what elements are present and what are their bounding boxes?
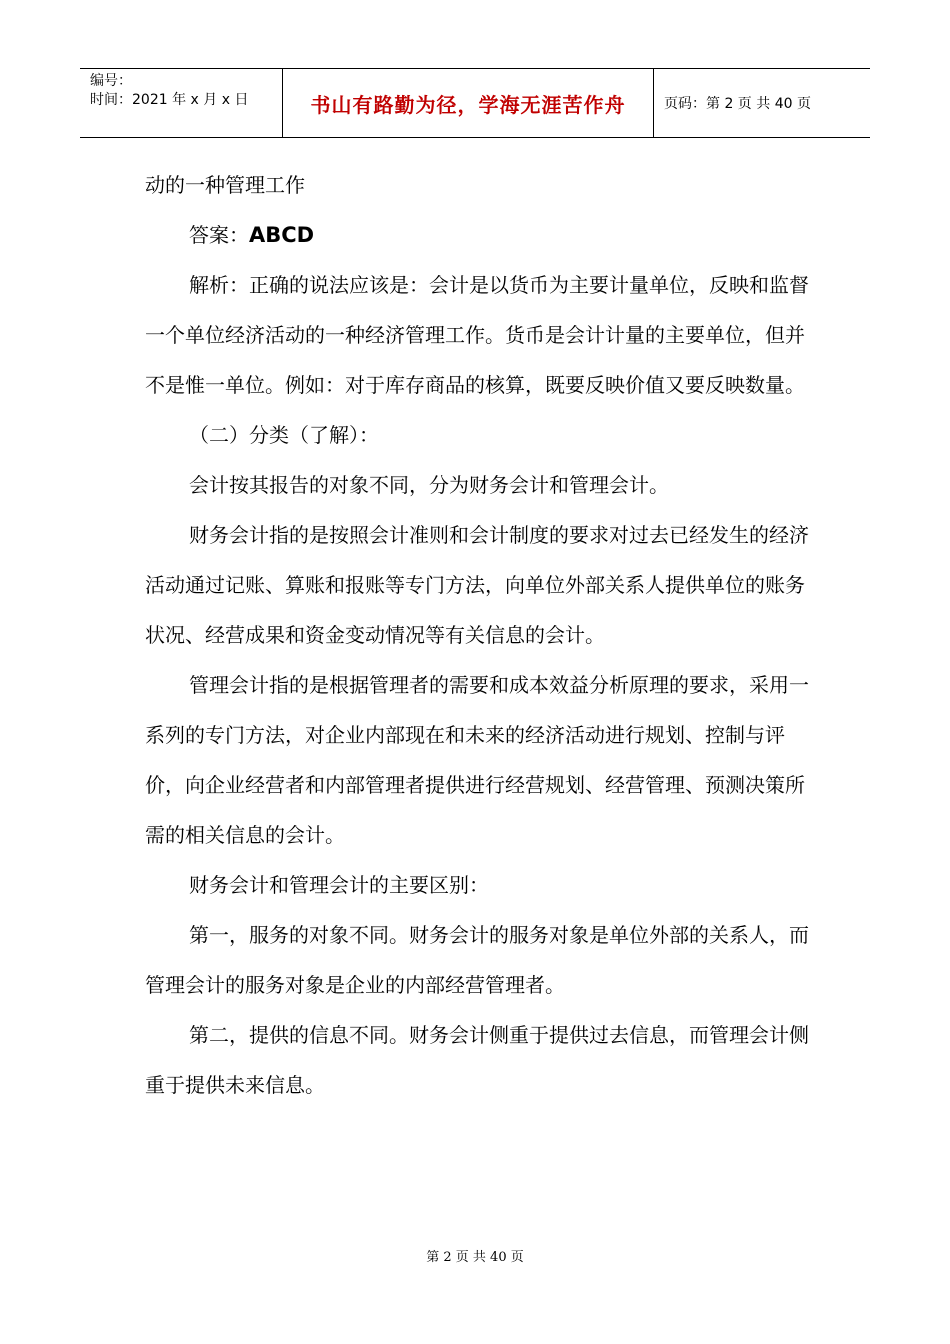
- paragraph: 财务会计指的是按照会计准则和会计制度的要求对过去已经发生的经济活动通过记账、算账和报账等专门方法，向单位外部关系人提供单位的账务状况、经营成果和资金变动情况等有关信息的会计。: [145, 523, 809, 647]
- answer-label: 答案：: [189, 223, 249, 247]
- time-label: 时间：2021 年 x 月 x 日: [90, 92, 249, 108]
- header-meta: [80, 69, 282, 137]
- motto-text: 书山有路勤为径，学海无涯苦作舟: [310, 92, 626, 117]
- header-motto-cell: [282, 69, 654, 137]
- number-label: 编号：: [90, 73, 132, 89]
- answer-line: [145, 210, 810, 260]
- paragraph: 第二，提供的信息不同。财务会计侧重于提供过去信息，而管理会计侧重于提供未来信息。: [145, 1023, 809, 1097]
- document-body: [145, 160, 810, 1110]
- header-page-cell: [654, 69, 870, 137]
- paragraph: 管理会计指的是根据管理者的需要和成本效益分析原理的要求，采用一系列的专门方法，对企业内部现在和未来的经济活动进行规划、控制与评价，向企业经营者和内部管理者提供进行经营规划、经营管理、预测决策所需的相关信息的会计。: [145, 673, 809, 847]
- document-header: [80, 68, 870, 138]
- section-heading: （二）分类（了解）：: [189, 423, 379, 447]
- page-footer: 第 2 页 共 40 页: [426, 1250, 524, 1265]
- paragraph: 解析：正确的说法应该是：会计是以货币为主要计量单位，反映和监督一个单位经济活动的一种经济管理工作。货币是会计计量的主要单位，但并不是惟一单位。例如：对于库存商品的核算，既要反映价值又要反映数量。: [145, 273, 809, 397]
- answer-value: ABCD: [249, 223, 315, 247]
- page-info: 页码：第 2 页 共 40 页: [664, 96, 811, 112]
- paragraph: 动的一种管理工作: [145, 173, 305, 197]
- paragraph: 财务会计和管理会计的主要区别：: [189, 873, 489, 897]
- paragraph: 第一，服务的对象不同。财务会计的服务对象是单位外部的关系人，而管理会计的服务对象是企业的内部经营管理者。: [145, 923, 809, 997]
- paragraph: 会计按其报告的对象不同，分为财务会计和管理会计。: [189, 473, 669, 497]
